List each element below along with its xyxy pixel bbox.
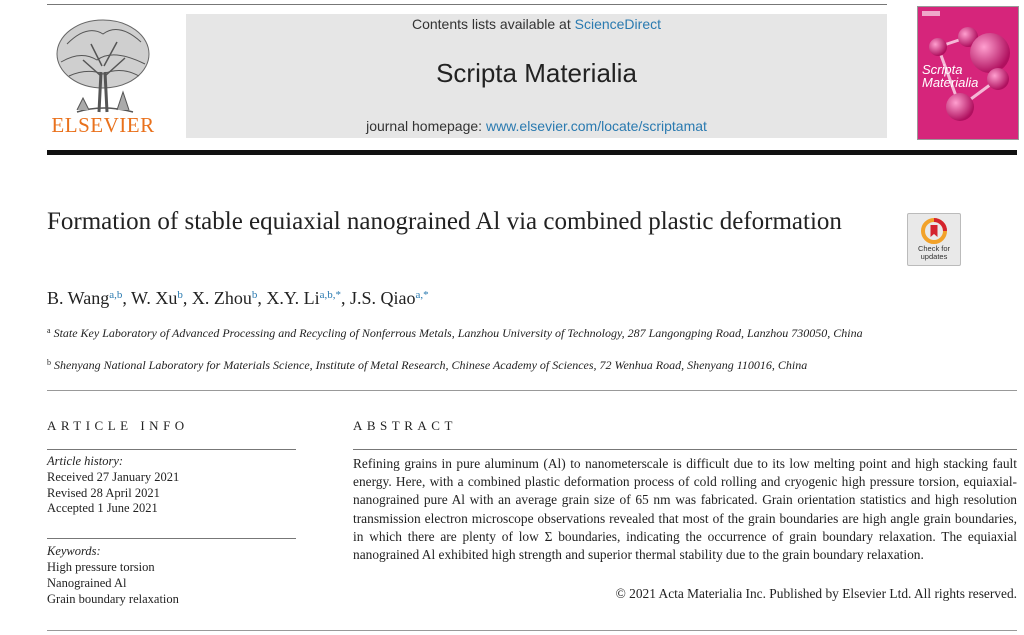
elsevier-tree-icon [47, 14, 159, 114]
homepage-line [186, 118, 887, 134]
bottom-rule [47, 630, 1017, 631]
author-separator: , [340, 288, 350, 308]
abstract-heading: ABSTRACT [353, 418, 457, 433]
contents-line [186, 16, 887, 32]
received-date: Received 27 January 2021 [47, 470, 180, 484]
updates-line-2: updates [920, 252, 948, 261]
check-for-updates-button[interactable] [907, 213, 961, 266]
author-separator: , [257, 288, 267, 308]
journal-homepage-link[interactable]: www.elsevier.com/locate/scriptamat [485, 118, 707, 134]
affiliation-mark: a [47, 326, 51, 335]
author-affiliation-mark[interactable]: a,b [109, 289, 123, 301]
updates-label [908, 245, 960, 261]
article-info-rule [47, 449, 296, 450]
journal-banner [186, 14, 887, 138]
revised-date: Revised 28 April 2021 [47, 486, 160, 500]
updates-line-1: Check for [917, 244, 951, 253]
author-affiliation-mark[interactable]: b [177, 289, 183, 301]
homepage-prefix: journal homepage: [366, 118, 486, 134]
keywords-label: Keywords: [47, 544, 101, 558]
author-name[interactable]: X.Y. Li [266, 288, 320, 308]
author-separator: , [182, 288, 192, 308]
crossmark-icon [908, 214, 960, 244]
author-affiliation-mark[interactable]: a,b,* [319, 289, 341, 301]
article-title: Formation of stable equiaxial nanograined Al via combined plastic deformation [47, 208, 842, 235]
abstract-rule [353, 449, 1017, 450]
affiliation-b [47, 355, 867, 373]
elsevier-wordmark: ELSEVIER [51, 113, 155, 137]
section-divider [47, 390, 1017, 391]
accepted-date: Accepted 1 June 2021 [47, 501, 158, 515]
keywords-rule [47, 538, 296, 539]
header-thick-rule [47, 150, 1017, 155]
journal-title: Scripta Materialia [436, 58, 637, 88]
author-name[interactable]: X. Zhou [191, 288, 252, 308]
affiliation-a [47, 323, 867, 341]
top-rule [47, 4, 887, 5]
copyright-line: © 2021 Acta Materialia Inc. Published by Elsevier Ltd. All rights reserved. [615, 586, 1017, 601]
abstract-text: Refining grains in pure aluminum (Al) to nanometerscale is difficult due to its low melting point and high stacking fault energy. Here, with a combined plastic deformation process of cold rolling and cryogenic high pressure torsion, equiaxial-nanograined pure Al with an average grain size of 65 nm was fabricated. Grain orientation statistics and high resolution transmission electron microscope observations revealed that most of the grain boundaries are high angle grain boundaries, in which there are plenty of low Σ boundaries, indicating the occurrence of grain boundary relaxation. The equiaxial nanograined Al exhibited high strength and superior thermal stability due to the grain boundary relaxation. [353, 456, 1017, 563]
author-affiliation-mark[interactable]: a,* [415, 289, 429, 301]
affiliation-text: State Key Laboratory of Advanced Processing and Recycling of Nonferrous Metals, Lanzhou University of Technology, 287 Langongping Road, Lanzhou 730050, China [53, 326, 863, 340]
author-list [47, 288, 429, 309]
author-name[interactable]: B. Wang [47, 288, 110, 308]
author-separator: , [122, 288, 132, 308]
affiliation-mark: b [47, 358, 51, 367]
affiliation-text: Shenyang National Laboratory for Materials Science, Institute of Metal Research, Chinese Academy of Sciences, 72 Wenhua Road, Shenyang 110016, China [54, 358, 808, 372]
keyword-item[interactable]: High pressure torsion [47, 560, 155, 574]
author-affiliation-mark[interactable]: b [251, 289, 258, 301]
sciencedirect-link[interactable]: ScienceDirect [574, 16, 661, 32]
elsevier-logo[interactable] [47, 14, 159, 138]
journal-cover[interactable] [917, 6, 1019, 140]
keyword-item[interactable]: Grain boundary relaxation [47, 592, 179, 606]
cover-title: Scripta Materialia [922, 62, 979, 90]
author-name[interactable]: W. Xu [131, 288, 178, 308]
author-name[interactable]: J.S. Qiao [349, 288, 416, 308]
article-info-heading: ARTICLE INFO [47, 418, 189, 433]
history-label: Article history: [47, 454, 124, 468]
contents-prefix: Contents lists available at [411, 16, 575, 32]
keyword-item[interactable]: Nanograined Al [47, 576, 127, 590]
